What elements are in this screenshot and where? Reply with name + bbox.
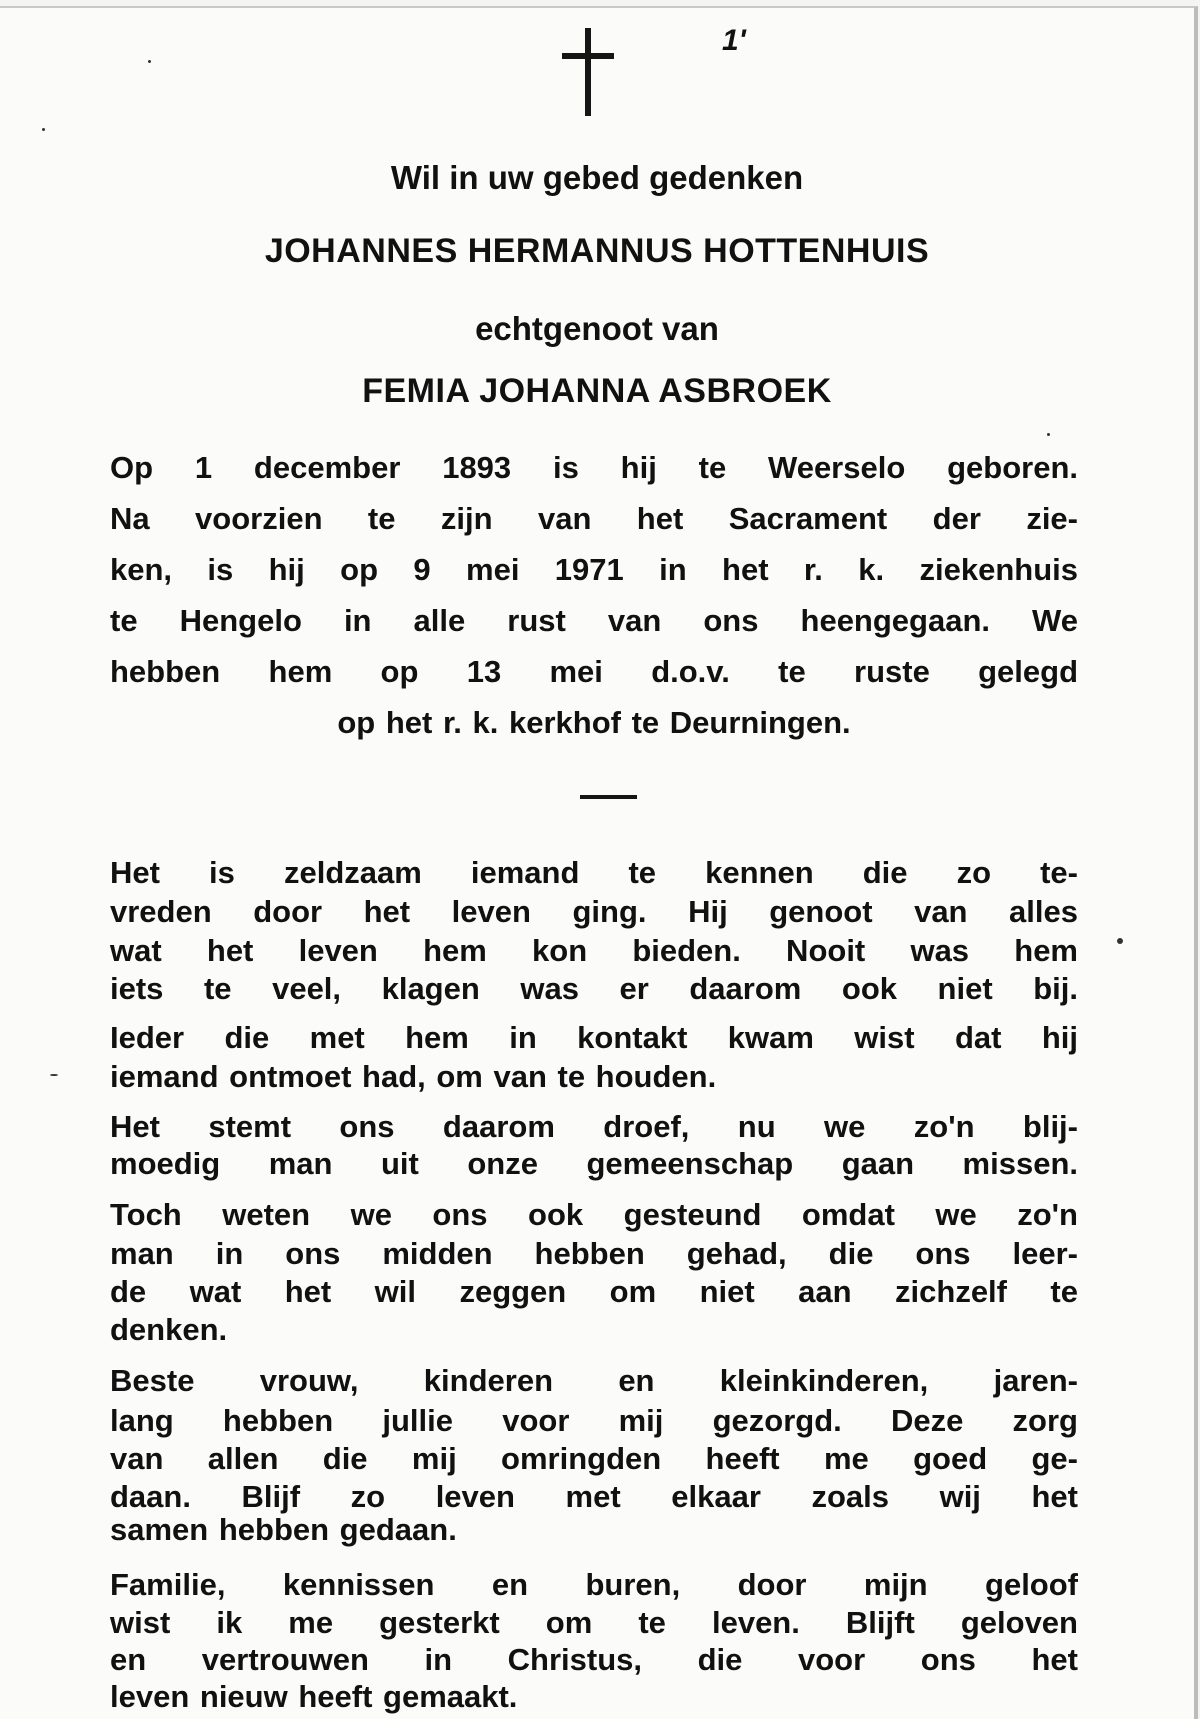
announcement-line: op het r. k. kerkhof te Deurningen.	[337, 705, 851, 740]
speck	[1117, 938, 1123, 944]
body-line: Familie, kennissen en buren, door mijn geloof	[110, 1567, 1078, 1602]
speck	[148, 60, 151, 63]
body-line: Beste vrouw, kinderen en kleinkinderen, jaren-	[110, 1363, 1078, 1398]
relation-line: echtgenoot van	[475, 310, 719, 347]
intro-line: Wil in uw gebed gedenken	[390, 159, 804, 196]
speck	[1047, 433, 1050, 436]
body-line: leven nieuw heeft gemaakt.	[110, 1679, 518, 1714]
body-line: Het stemt ons daarom droef, nu we zo'n blij-	[110, 1109, 1078, 1144]
body-line: vreden door het leven ging. Hij genoot van alles	[110, 894, 1078, 929]
deceased-name: JOHANNES HERMANNUS HOTTENHUIS	[264, 232, 930, 270]
speck	[42, 128, 45, 131]
body-line: de wat het wil zeggen om niet aan zichzelf te	[110, 1274, 1078, 1309]
body-line: denken.	[110, 1312, 228, 1347]
body-line: iets te veel, klagen was er daarom ook niet bij.	[110, 971, 1078, 1006]
body-line: wist ik me gesterkt om te leven. Blijft geloven	[110, 1605, 1078, 1640]
announcement-line: te Hengelo in alle rust van ons heengegaan. We	[110, 603, 1078, 638]
body-line: lang hebben jullie voor mij gezorgd. Deze zorg	[110, 1403, 1078, 1438]
announcement-line: ken, is hij op 9 mei 1971 in het r. k. ziekenhuis	[110, 552, 1078, 587]
body-line: man in ons midden hebben gehad, die ons leer-	[110, 1236, 1078, 1271]
body-line: daan. Blijf zo leven met elkaar zoals wij het	[110, 1479, 1078, 1514]
announcement-line: Na voorzien te zijn van het Sacrament der zie-	[110, 501, 1078, 536]
memorial-card	[0, 6, 1198, 1719]
spouse-name: FEMIA JOHANNA ASBROEK	[362, 372, 832, 410]
divider	[580, 795, 637, 799]
body-line: moedig man uit onze gemeenschap gaan missen.	[110, 1146, 1078, 1181]
body-line: van allen die mij omringden heeft me goed ge-	[110, 1441, 1078, 1476]
cross-icon-bar	[562, 53, 614, 59]
speck	[50, 1074, 58, 1076]
body-line: Toch weten we ons ook gesteund omdat we zo'n	[110, 1197, 1078, 1232]
body-line: en vertrouwen in Christus, die voor ons het	[110, 1642, 1078, 1677]
body-line: iemand ontmoet had, om van te houden.	[110, 1059, 717, 1094]
announcement-line: hebben hem op 13 mei d.o.v. te ruste gelegd	[110, 654, 1078, 689]
body-line: wat het leven hem kon bieden. Nooit was hem	[110, 933, 1078, 968]
cross-icon	[585, 28, 591, 116]
body-line: Het is zeldzaam iemand te kennen die zo te-	[110, 855, 1078, 890]
handwritten-mark: 1'	[722, 24, 746, 57]
body-line: Ieder die met hem in kontakt kwam wist dat hij	[110, 1020, 1078, 1055]
announcement-line: Op 1 december 1893 is hij te Weerselo geboren.	[110, 450, 1078, 485]
body-line: samen hebben gedaan.	[110, 1512, 457, 1547]
